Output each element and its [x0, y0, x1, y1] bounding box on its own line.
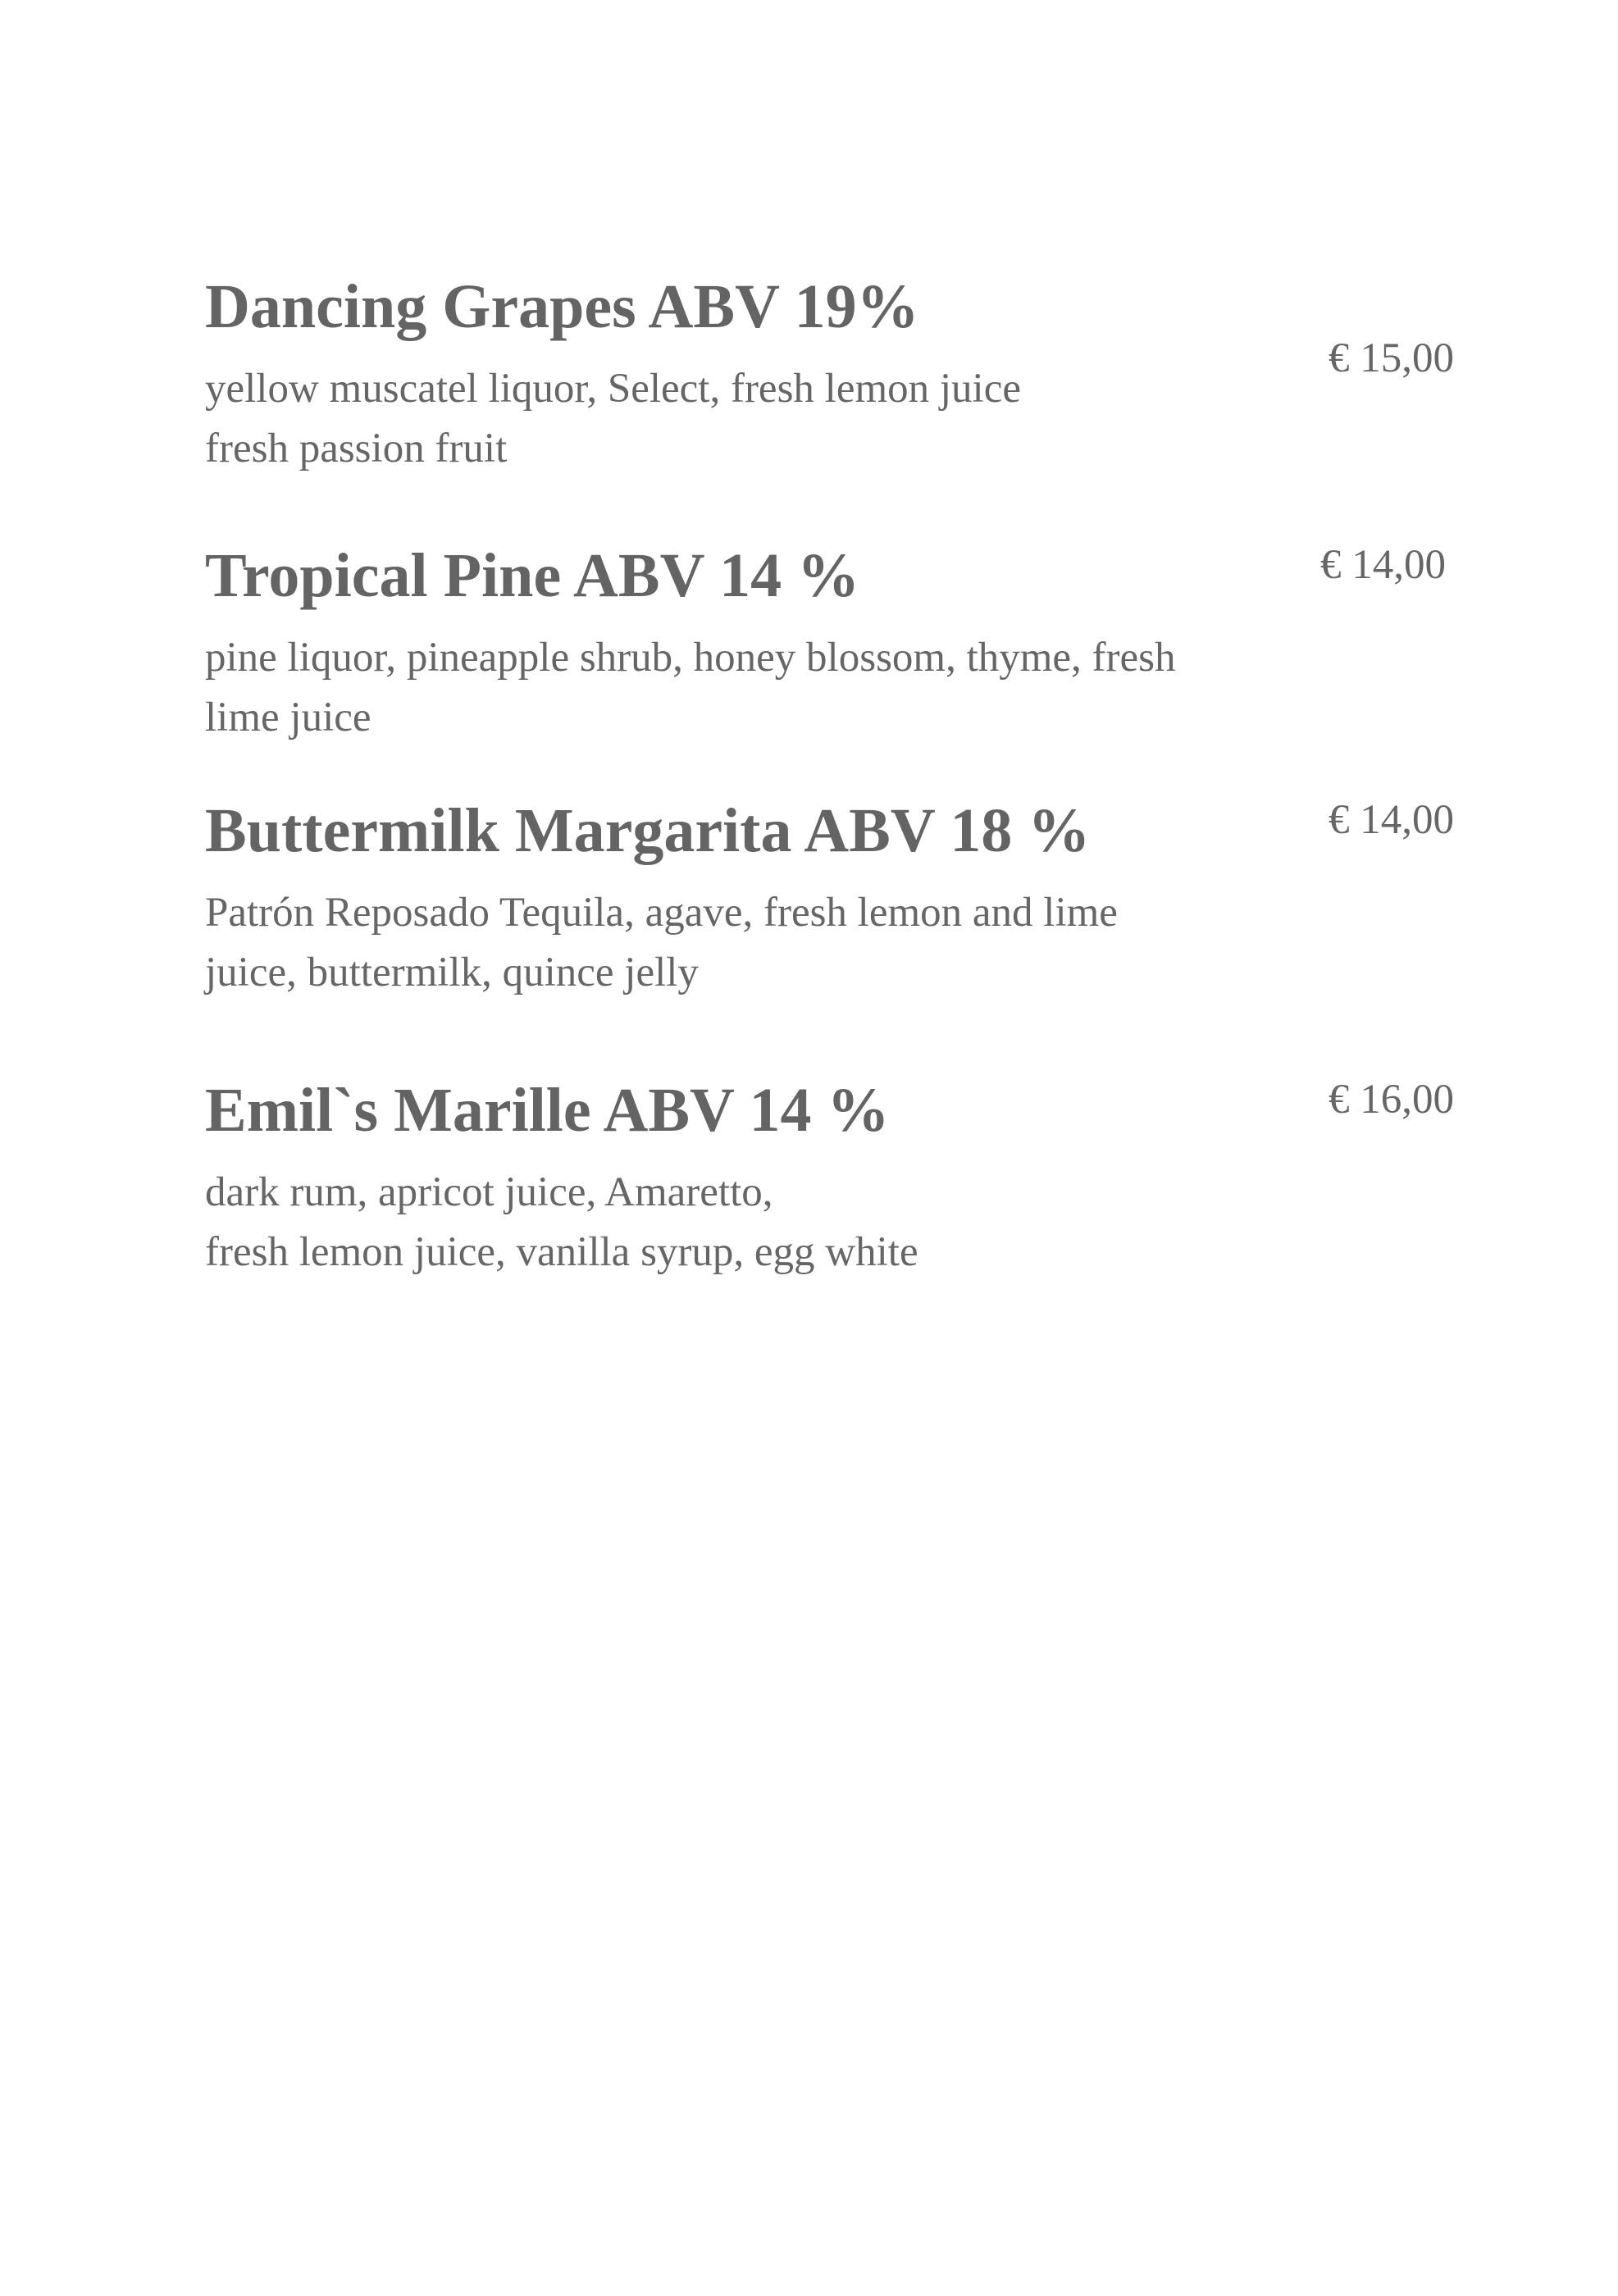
item-title: Emil`s Marille ABV 14 %	[205, 1076, 890, 1145]
item-title: Tropical Pine ABV 14 %	[205, 541, 860, 610]
item-description: pine liquor, pineapple shrub, honey blossom, thyme, fresh lime juice	[205, 635, 1176, 740]
item-description: dark rum, apricot juice, Amaretto, fresh lemon juice, vanilla syrup, egg white	[205, 1169, 918, 1275]
item-price: € 14,00	[1320, 542, 1446, 588]
item-price: € 16,00	[1329, 1077, 1454, 1123]
item-description: yellow muscatel liquor, Select, fresh lemon juice fresh passion fruit	[205, 366, 1021, 472]
item-title: Buttermilk Margarita ABV 18 %	[205, 796, 1091, 865]
item-title: Dancing Grapes ABV 19%	[205, 272, 919, 341]
item-description: Patrón Reposado Tequila, agave, fresh lemon and lime juice, buttermilk, quince jelly	[205, 890, 1118, 995]
item-price: € 15,00	[1329, 335, 1454, 381]
item-price: € 14,00	[1329, 797, 1454, 843]
